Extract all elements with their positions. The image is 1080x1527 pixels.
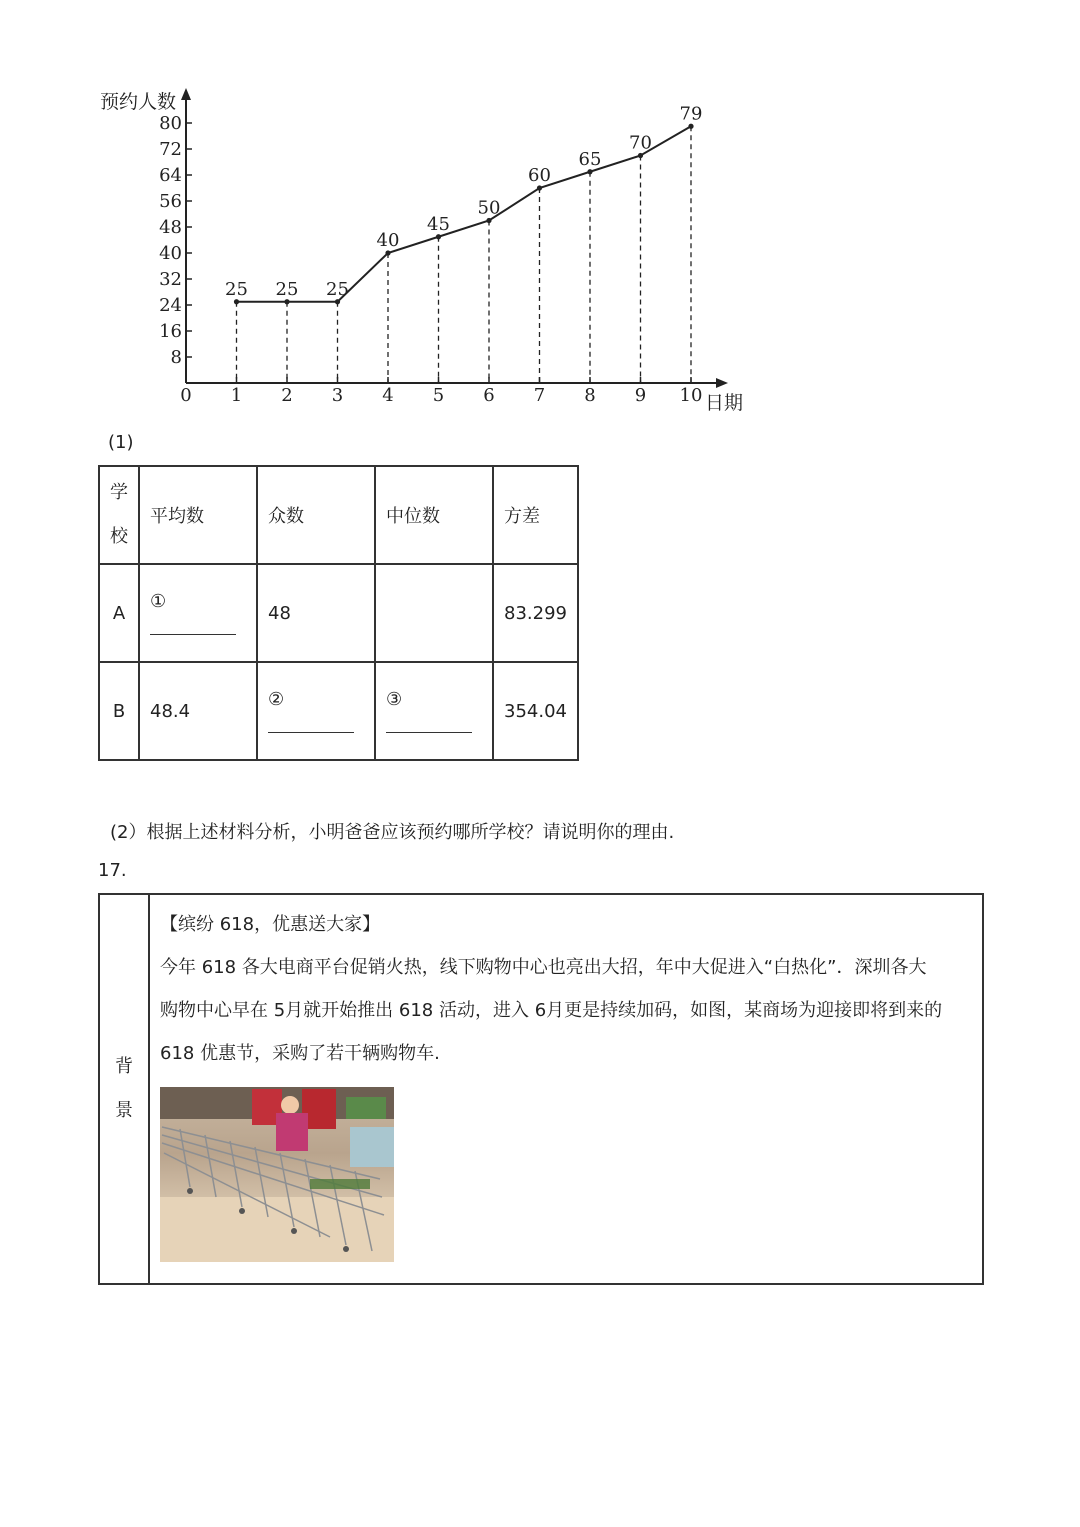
cell-variance: 83.299: [493, 564, 578, 662]
answer-blank-line: [150, 634, 236, 635]
header-mean: 平均数: [139, 466, 257, 564]
y-axis-arrow: [181, 88, 191, 100]
x-tick-label: 5: [432, 385, 445, 406]
line-chart: [0, 0, 760, 420]
background-content: [149, 894, 983, 1284]
y-tick-label: 24: [159, 295, 182, 316]
data-label: 40: [376, 230, 400, 251]
data-point: [284, 299, 289, 304]
y-tick-label: 32: [159, 269, 182, 290]
data-label: 25: [275, 278, 299, 300]
data-label: 25: [326, 278, 349, 300]
x-axis-arrow: [716, 378, 728, 388]
data-point: [587, 169, 592, 174]
background-paragraph: 618 优惠节，采购了若干辆购物车.: [160, 1043, 440, 1064]
background-label: 背景: [99, 894, 149, 1284]
question-2-text: (2）根据上述材料分析，小明爸爸应该预约哪所学校？请说明你的理由.: [110, 822, 675, 843]
x-tick-label: 3: [331, 385, 344, 406]
data-label: 60: [528, 165, 551, 186]
header-variance: 方差: [493, 466, 578, 564]
y-tick-label: 64: [159, 165, 182, 186]
table-row: [99, 662, 578, 760]
x-tick-label: 9: [634, 385, 647, 406]
data-point: [537, 185, 542, 190]
x-axis-label: 日期: [705, 392, 744, 414]
data-label: 50: [477, 197, 501, 219]
cell-mode-blank[interactable]: ②: [257, 662, 375, 760]
cell-school: B: [99, 662, 139, 760]
x-tick-label: 7: [533, 385, 546, 406]
data-label: 45: [427, 213, 450, 235]
data-point: [335, 299, 340, 304]
cell-variance: 354.04: [493, 662, 578, 760]
data-label: 79: [679, 103, 703, 125]
cell-mode: 48: [257, 564, 375, 662]
data-point: [234, 299, 239, 304]
header-mode: 众数: [257, 466, 375, 564]
stats-table: [98, 465, 579, 761]
y-tick-label: 48: [159, 217, 182, 238]
question-1-label: (1): [108, 432, 134, 453]
y-axis-label: 预约人数: [100, 91, 177, 113]
x-tick-label: 2: [281, 385, 293, 406]
data-label: 70: [629, 132, 652, 154]
answer-blank-line: [386, 732, 472, 733]
y-tick-label: 40: [159, 243, 182, 264]
y-tick-label: 72: [159, 139, 182, 160]
y-tick-label: 8: [170, 347, 182, 368]
series-line: [237, 126, 692, 302]
cell-mean: 48.4: [139, 662, 257, 760]
answer-blank-line: [268, 732, 354, 733]
x-tick-label: 1: [230, 385, 243, 406]
y-tick-label: 56: [159, 191, 182, 212]
data-label: 65: [578, 148, 602, 170]
cell-median-blank[interactable]: ③: [375, 662, 493, 760]
header-median: 中位数: [375, 466, 493, 564]
data-point: [486, 218, 491, 223]
cell-school: A: [99, 564, 139, 662]
x-tick-label: 6: [483, 385, 495, 406]
x-tick-label: 4: [382, 385, 394, 406]
background-table: [98, 893, 984, 1285]
data-point: [638, 153, 643, 158]
x-tick-label: 10: [679, 385, 703, 406]
table-header-row: [99, 466, 578, 564]
y-tick-label: 80: [159, 113, 182, 134]
y-tick-label: 16: [159, 321, 182, 342]
question-17-number: 17.: [98, 860, 127, 881]
background-paragraph: 今年 618 各大电商平台促销火热，线下购物中心也亮出大招，年中大促进入“白热化”．深圳各大: [160, 957, 927, 978]
origin-label: 0: [180, 385, 192, 406]
header-school: 学校: [99, 466, 139, 564]
cell-median: [375, 564, 493, 662]
data-point: [385, 250, 390, 255]
shopping-cart-photo: [160, 1087, 394, 1262]
data-point: [436, 234, 441, 239]
table-row: [99, 564, 578, 662]
cell-mean-blank[interactable]: ①: [139, 564, 257, 662]
background-paragraph: 购物中心早在 5月就开始推出 618 活动，进入 6月更是持续加码，如图，某商场为迎接即将到来的: [160, 1000, 943, 1021]
background-title: 【缤纷 618，优惠送大家】: [160, 914, 381, 935]
x-tick-label: 8: [584, 385, 596, 406]
data-label: 25: [225, 278, 248, 300]
data-point: [688, 124, 693, 129]
